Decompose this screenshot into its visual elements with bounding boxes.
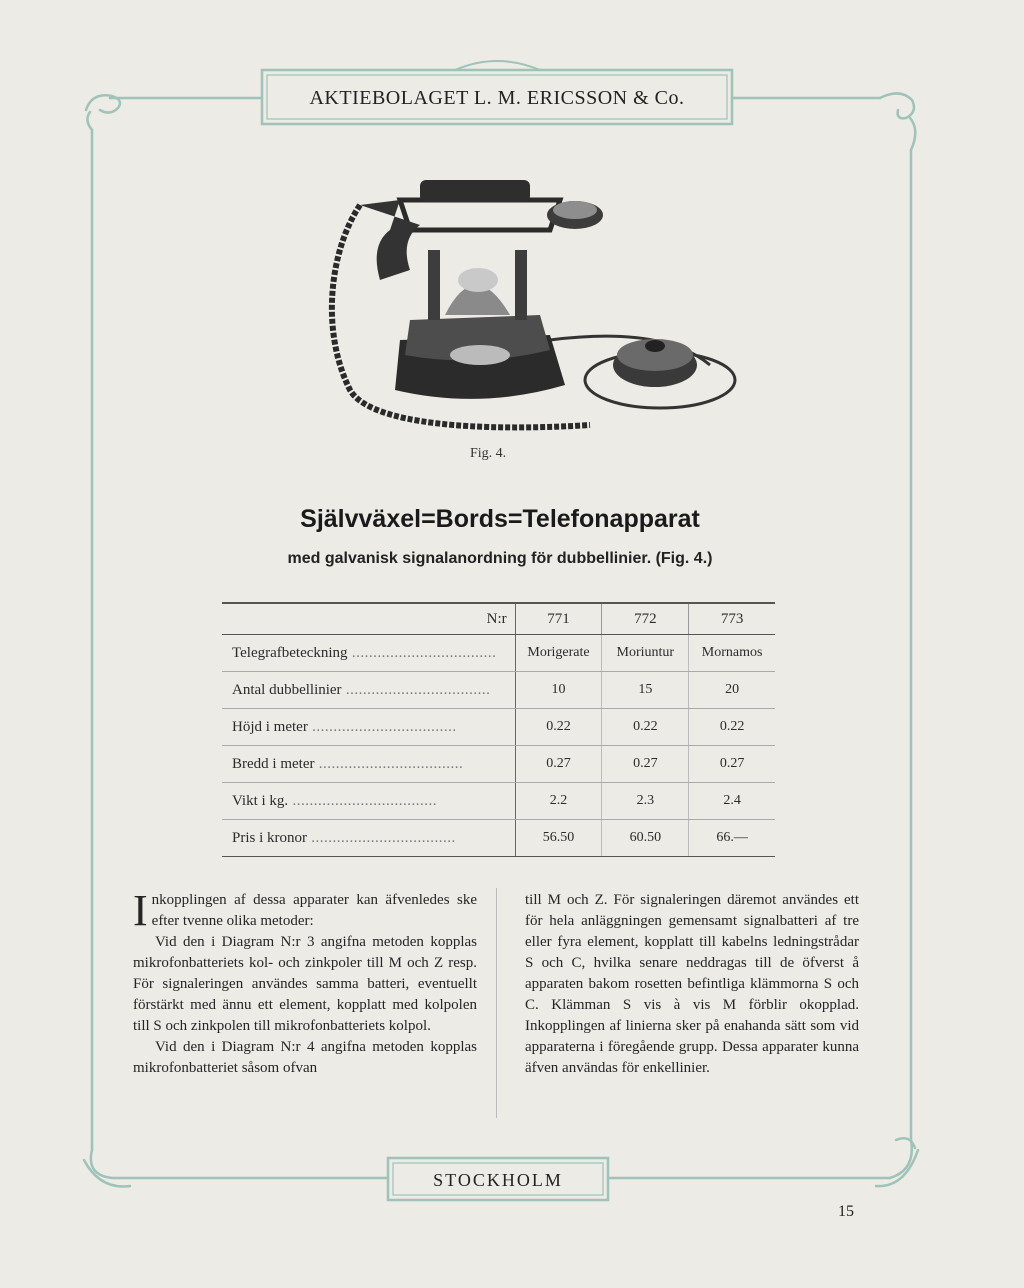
page-subtitle: med galvanisk signalanordning för dubbellinier. (Fig. 4.): [287, 550, 713, 567]
table-cell: 0.27: [602, 746, 689, 783]
page-title: Självväxel=Bords=Telefonapparat: [300, 505, 700, 533]
table-cell: Morigerate: [515, 635, 602, 672]
footer-city: STOCKHOLM: [433, 1169, 563, 1190]
table-cell: 56.50: [515, 820, 602, 857]
table-cell: 2.2: [515, 783, 602, 820]
table-row: Vikt i kg. .................................. 2.2 2.3 2.4: [222, 783, 775, 820]
table-row: Bredd i meter .................................. 0.27 0.27 0.27: [222, 746, 775, 783]
column-header: 773: [689, 603, 775, 635]
table-header-row: [222, 603, 775, 635]
column-header: 772: [602, 603, 689, 635]
paragraph: till M och Z. För signaleringen däremot användes ett för hela anläggningen gemensamt signalbatteri af tre eller fyra element, kopplatt till kabelns ledningstrådar S och C, hvilka senare neddragas till de öfverst å apparaten bakom rosetten befintliga klämmorna S och C. Klämman S vis à vis M förblir okopplad. Inkopplingen af linierna sker på enahanda sätt som vid apparaterna i föregående grupp. Dessa apparater kunna äfven användas för enkellinier.: [525, 892, 859, 1076]
specification-table: [222, 602, 775, 857]
table-cell: Mornamos: [689, 635, 775, 672]
row-label: Telegrafbeteckning: [232, 644, 348, 661]
table-cell: 2.4: [689, 783, 775, 820]
body-column-right: [525, 890, 859, 1079]
table-cell: 0.27: [515, 746, 602, 783]
body-column-left: [133, 886, 477, 1079]
table-cell: 0.22: [689, 709, 775, 746]
row-label: Vikt i kg.: [232, 792, 289, 809]
column-header-number-label: N:r: [222, 603, 515, 635]
paragraph: Vid den i Diagram N:r 4 angifna metoden kopplas mikrofonbatteriet såsom ofvan: [133, 1039, 477, 1076]
table-cell: 0.22: [602, 709, 689, 746]
telephone-illustration: [300, 170, 740, 440]
table-cell: 20: [689, 672, 775, 709]
row-label: Höjd i meter: [232, 718, 308, 735]
column-header: 771: [515, 603, 602, 635]
figure-caption: Fig. 4.: [470, 446, 507, 461]
table-cell: 66.—: [689, 820, 775, 857]
table-row: Pris i kronor .................................. 56.50 60.50 66.—: [222, 820, 775, 857]
table-cell: Moriuntur: [602, 635, 689, 672]
table-cell: 0.27: [689, 746, 775, 783]
row-label: Antal dubbellinier: [232, 681, 342, 698]
table-cell: 10: [515, 672, 602, 709]
table-row: Höjd i meter .................................. 0.22 0.22 0.22: [222, 709, 775, 746]
paragraph: Vid den i Diagram N:r 3 angifna metoden kopplas mikrofonbatteriets kol- och zinkpoler till M och Z resp. För signaleringen användes samma batteri, eventuellt förstärkt med ännu ett element, kopplatt med kolpolen till S och zinkpolen till mikrofonbatteriets kolpol.: [133, 934, 477, 1034]
table-row: Antal dubbellinier .................................. 10 15 20: [222, 672, 775, 709]
column-divider: [496, 888, 497, 1118]
drop-cap: I: [133, 886, 148, 935]
row-label: Bredd i meter: [232, 755, 315, 772]
table-cell: 2.3: [602, 783, 689, 820]
company-header: AKTIEBOLAGET L. M. ERICSSON & Co.: [309, 86, 685, 109]
table-cell: 15: [602, 672, 689, 709]
page-number: 15: [838, 1203, 854, 1220]
paragraph: Inkopplingen af dessa apparater kan äfvenledes ske efter tvenne olika metoder:: [133, 886, 477, 935]
table-cell: 0.22: [515, 709, 602, 746]
row-label: Pris i kronor: [232, 829, 307, 846]
table-cell: 60.50: [602, 820, 689, 857]
table-row: Telegrafbeteckning .................................. Morigerate Moriuntur Mornamos: [222, 635, 775, 672]
